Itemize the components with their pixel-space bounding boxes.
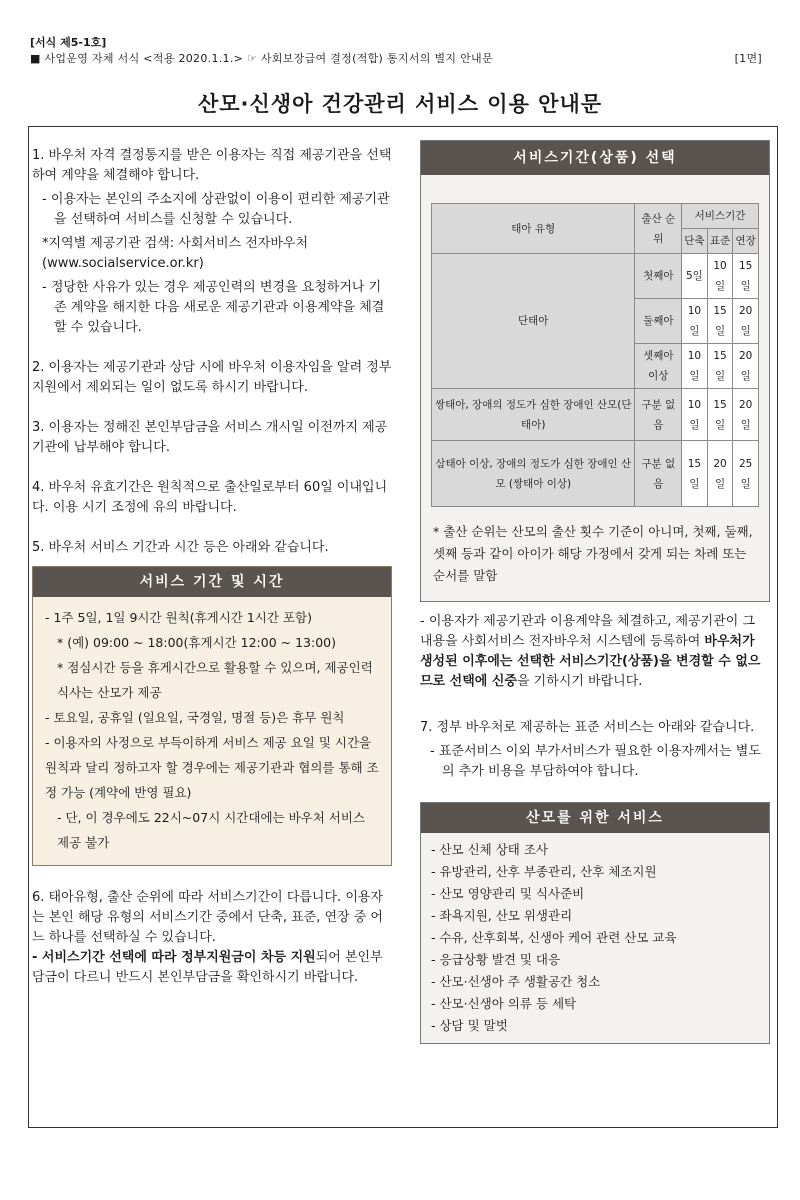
cell-type: 쌍태아, 장애의 정도가 심한 장애인 산모(단태아) — [432, 389, 635, 441]
form-header-line — [30, 50, 770, 66]
cell-standard: 15일 — [707, 389, 733, 441]
cell-extended: 20일 — [733, 389, 759, 441]
section-1-sub-2: *지역별 제공기관 검색: 사회서비스 전자바우처 (www.socialservice.or.kr) — [42, 236, 309, 271]
table-row — [432, 389, 759, 441]
service-period-box-title: 서비스기간(상품) 선택 — [421, 141, 769, 175]
list-item: - 상담 및 말벗 — [431, 1018, 508, 1033]
section-6-bold: - 서비스기간 선택에 따라 정부지원금이 차등 지원 — [32, 950, 316, 965]
cell-order: 둘째아 — [635, 299, 682, 344]
maternal-services-box — [420, 802, 770, 1044]
service-time-box-body — [33, 597, 391, 865]
cell-short: 10일 — [682, 389, 708, 441]
cell-extended: 15일 — [733, 254, 759, 299]
col-service-period: 서비스기간 — [682, 204, 759, 229]
section-2-text: 2. 이용자는 제공기관과 상담 시에 바우처 이용자임을 알려 정부지원에서 제외되는 일이 없도록 하시기 바랍니다. — [32, 360, 392, 395]
cell-standard: 10일 — [707, 254, 733, 299]
form-header-text: ■ 사업운영 자체 서식 <적용 2020.1.1.> ☞ 사회보장급여 결정(적합) 통지서의 별지 안내문 — [30, 52, 493, 65]
section-4-text: 4. 바우처 유효기간은 원칙적으로 출산일로부터 60일 이내입니다. 이용 시기 조정에 유의 바랍니다. — [32, 480, 388, 515]
time-line-2: * (예) 09:00 ~ 18:00(휴게시간 12:00 ~ 13:00) — [57, 635, 336, 650]
cell-short: 10일 — [682, 344, 708, 389]
section-6-main: 6. 태아유형, 출산 순위에 따라 서비스기간이 다릅니다. 이용자는 본인 해당 유형의 서비스기간 중에서 단축, 표준, 연장 중 어느 하나를 선택하실 수 있습니다. — [32, 890, 383, 945]
cell-standard: 15일 — [707, 299, 733, 344]
right-column — [420, 140, 770, 1044]
contract-notice — [420, 612, 770, 692]
col-birth-order: 출산 순위 — [635, 204, 682, 254]
time-line-6: - 단, 이 경우에도 22시~07시 시간대에는 바우처 서비스 제공 불가 — [57, 810, 366, 850]
cell-short: 10일 — [682, 299, 708, 344]
section-1-sub-1: - 이용자는 본인의 주소지에 상관없이 이용이 편리한 제공기관을 선택하여 서비스를 신청할 수 있습니다. — [42, 192, 390, 227]
service-time-box — [32, 566, 392, 866]
time-line-3: * 점심시간 등을 휴게시간으로 활용할 수 있으며, 제공인력 식사는 산모가 제공 — [57, 660, 373, 700]
cell-short: 5일 — [682, 254, 708, 299]
list-item: - 산모·신생아 주 생활공간 청소 — [431, 974, 601, 989]
section-7-text: 7. 정부 바우처로 제공하는 표준 서비스는 아래와 같습니다. — [420, 720, 755, 735]
section-6-text — [32, 888, 392, 988]
list-item: - 좌욕지원, 산모 위생관리 — [431, 908, 573, 923]
col-fetal-type: 태아 유형 — [432, 204, 635, 254]
cell-order: 구분 없음 — [635, 389, 682, 441]
cell-extended: 20일 — [733, 299, 759, 344]
list-item: - 산모·신생아 의류 등 세탁 — [431, 996, 577, 1011]
birth-order-note: * 출산 순위는 산모의 출산 횟수 기준이 아니며, 첫째, 둘째, 셋째 등과 같이 아이가 해당 가정에서 갖게 되는 차례 또는 순서를 말함 — [433, 524, 753, 583]
list-item: - 수유, 산후회복, 신생아 케어 관련 산모 교육 — [431, 930, 677, 945]
time-line-4: - 토요일, 공휴일 (일요일, 국경일, 명절 등)은 휴무 원칙 — [45, 710, 345, 725]
contract-text-bold: 바우처가 생성된 이후에는 선택한 서비스기간(상품)을 변경할 수 없으므로 선택에 신중 — [420, 634, 761, 689]
contract-text-a: - 이용자가 제공기관과 이용계약을 체결하고, 제공기관이 그 내용을 사회서비스 전자바우처 시스템에 등록하여 — [420, 614, 756, 649]
list-item: - 유방관리, 산후 부종관리, 산후 체조지원 — [431, 864, 657, 879]
section-1-text: 1. 바우처 자격 결정통지를 받은 이용자는 직접 제공기관을 선택하여 계약을 체결해야 합니다. — [32, 148, 392, 183]
page-title: 산모·신생아 건강관리 서비스 이용 안내문 — [197, 92, 603, 116]
cell-extended: 20일 — [733, 344, 759, 389]
cell-extended: 25일 — [733, 441, 759, 507]
cell-order: 첫째아 — [635, 254, 682, 299]
cell-order: 구분 없음 — [635, 441, 682, 507]
form-number-tag: [서식 제5-1호] — [30, 36, 107, 49]
cell-standard: 20일 — [707, 441, 733, 507]
col-short: 단축 — [682, 229, 708, 254]
cell-type: 단태아 — [432, 254, 635, 389]
time-line-5: - 이용자의 사정으로 부득이하게 서비스 제공 요일 및 시간을 원칙과 달리 정하고자 할 경우에는 제공기관과 협의를 통해 조정 가능 (계약에 반영 필요) — [45, 735, 379, 800]
maternal-services-title: 산모를 위한 서비스 — [421, 803, 769, 833]
table-row — [432, 441, 759, 507]
section-5-text: 5. 바우처 서비스 기간과 시간 등은 아래와 같습니다. — [32, 540, 329, 555]
maternal-services-list — [421, 833, 769, 1043]
list-item: - 산모 신체 상태 조사 — [431, 842, 549, 857]
service-period-table — [431, 203, 759, 507]
list-item: - 산모 영양관리 및 식사준비 — [431, 886, 585, 901]
service-period-box — [420, 140, 770, 602]
col-standard: 표준 — [707, 229, 733, 254]
time-line-1: - 1주 5일, 1일 9시간 원칙(휴게시간 1시간 포함) — [45, 610, 312, 625]
section-7-sub: - 표준서비스 이외 부가서비스가 필요한 이용자께서는 별도의 추가 비용을 부담하여야 합니다. — [430, 744, 761, 779]
contract-text-c: 을 기하시기 바랍니다. — [516, 674, 643, 689]
section-6-rest: 되어 본인부담금이 다르니 반드시 본인부담금을 확인하시기 바랍니다. — [32, 950, 383, 985]
section-1-sub-3: - 정당한 사유가 있는 경우 제공인력의 변경을 요청하거나 기존 계약을 해지한 다음 새로운 제공기관과 이용계약을 체결할 수 있습니다. — [42, 280, 385, 335]
page-number: [1면] — [734, 52, 762, 65]
cell-short: 15일 — [682, 441, 708, 507]
list-item: - 응급상황 발견 및 대응 — [431, 952, 561, 967]
left-column — [32, 146, 392, 992]
col-extended: 연장 — [733, 229, 759, 254]
cell-standard: 15일 — [707, 344, 733, 389]
cell-type: 삼태아 이상, 장애의 정도가 심한 장애인 산모 (쌍태아 이상) — [432, 441, 635, 507]
service-time-box-title: 서비스 기간 및 시간 — [33, 567, 391, 597]
table-row — [432, 254, 759, 299]
cell-order: 셋째아 이상 — [635, 344, 682, 389]
section-3-text: 3. 이용자는 정해진 본인부담금을 서비스 개시일 이전까지 제공기관에 납부해야 합니다. — [32, 420, 388, 455]
